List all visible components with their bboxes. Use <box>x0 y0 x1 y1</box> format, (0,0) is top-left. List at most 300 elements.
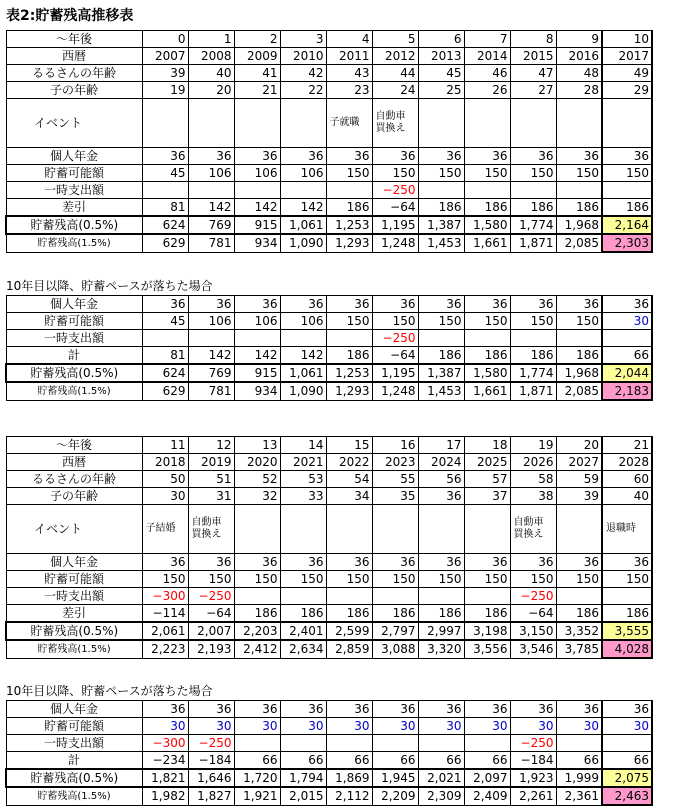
table-cell: 16 <box>372 437 418 454</box>
table-cell: −184 <box>188 752 234 770</box>
table-cell: 36 <box>510 554 556 571</box>
table-cell: 2,015 <box>280 787 326 805</box>
table-cell <box>372 735 418 752</box>
table-cell: 3,556 <box>464 640 510 658</box>
table-cell: 186 <box>418 199 464 217</box>
table-cell: 186 <box>326 347 372 365</box>
table-cell <box>188 99 234 148</box>
row-label: 一時支出額 <box>6 588 142 605</box>
table-cell: 1,982 <box>142 787 188 805</box>
table-cell: 2011 <box>326 48 372 65</box>
table-cell: 36 <box>142 554 188 571</box>
table-cell: 36 <box>326 148 372 165</box>
table-savings-2007-2017 <box>5 30 653 253</box>
table-cell: 36 <box>234 701 280 718</box>
table-cell <box>418 330 464 347</box>
table-cell <box>556 735 602 752</box>
table-cell: 2017 <box>602 48 652 65</box>
table-cell: 150 <box>234 571 280 588</box>
table-cell: 36 <box>280 296 326 313</box>
table-cell: 186 <box>326 605 372 623</box>
table-cell: 36 <box>602 148 652 165</box>
table-cell: −250 <box>510 735 556 752</box>
table-cell: 1,968 <box>556 216 602 234</box>
table-cell: 36 <box>418 554 464 571</box>
table-cell: 2,223 <box>142 640 188 658</box>
row-label: 貯蓄残高(0.5%) <box>6 216 142 234</box>
row-label: 貯蓄残高(1.5%) <box>6 234 142 252</box>
table-row <box>6 454 652 471</box>
table-cell: 自動車買換え <box>188 505 234 554</box>
table-cell: 38 <box>510 488 556 505</box>
table-cell: 36 <box>372 148 418 165</box>
table-cell: 2024 <box>418 454 464 471</box>
table-cell: 36 <box>464 148 510 165</box>
table-cell: 1,090 <box>280 234 326 252</box>
table-row <box>6 148 652 165</box>
table-row <box>6 165 652 182</box>
table-cell <box>326 182 372 199</box>
table-cell: 150 <box>326 571 372 588</box>
table-cell: 45 <box>418 65 464 82</box>
table-cell: 2026 <box>510 454 556 471</box>
table-cell: 66 <box>602 347 652 365</box>
table-row <box>6 382 652 400</box>
table-cell: 2,409 <box>464 787 510 805</box>
table-cell: 2,997 <box>418 622 464 640</box>
table-cell: 2015 <box>510 48 556 65</box>
table-cell: 10 <box>602 31 652 48</box>
table-cell <box>234 505 280 554</box>
row-label: 一時支出額 <box>6 182 142 199</box>
table-row <box>6 199 652 217</box>
table-cell: 20 <box>556 437 602 454</box>
table-cell: 66 <box>602 752 652 770</box>
table-cell: −300 <box>142 588 188 605</box>
table-row <box>6 364 652 382</box>
table-cell: 2,203 <box>234 622 280 640</box>
table-cell: 142 <box>188 199 234 217</box>
row-label: 貯蓄残高(0.5%) <box>6 364 142 382</box>
table-cell: 35 <box>372 488 418 505</box>
table-cell: 2,859 <box>326 640 372 658</box>
table-cell: 29 <box>602 82 652 99</box>
table-cell: 934 <box>234 234 280 252</box>
table-cell: 2,097 <box>464 769 510 787</box>
table-cell: 915 <box>234 364 280 382</box>
table-cell: 186 <box>602 605 652 623</box>
row-label: 子の年齢 <box>6 82 142 99</box>
table-reduced-2007-2017 <box>5 295 653 401</box>
table-cell: 624 <box>142 216 188 234</box>
table-row <box>6 622 652 640</box>
table-row <box>6 701 652 718</box>
table-cell: 52 <box>234 471 280 488</box>
table-row <box>6 718 652 735</box>
table-savings-2018-2028 <box>5 436 653 659</box>
table-cell <box>556 588 602 605</box>
row-label: 西暦 <box>6 454 142 471</box>
table-cell <box>142 99 188 148</box>
table-cell: 3,352 <box>556 622 602 640</box>
table-row <box>6 31 652 48</box>
table-cell: 66 <box>372 752 418 770</box>
table-cell: −184 <box>510 752 556 770</box>
table-cell <box>280 505 326 554</box>
table-cell: 30 <box>510 718 556 735</box>
table-cell: 子結婚 <box>142 505 188 554</box>
table-row <box>6 787 652 805</box>
table-cell <box>418 505 464 554</box>
table-row <box>6 554 652 571</box>
table-cell: 186 <box>464 605 510 623</box>
table-cell <box>464 735 510 752</box>
table-cell: 30 <box>372 718 418 735</box>
table-cell <box>234 330 280 347</box>
table-cell: 36 <box>418 701 464 718</box>
table-cell: −250 <box>188 588 234 605</box>
table-cell <box>418 588 464 605</box>
table-cell: 2,599 <box>326 622 372 640</box>
table-row <box>6 99 652 148</box>
table-cell: 186 <box>556 605 602 623</box>
table-cell: 36 <box>372 554 418 571</box>
table-cell: 186 <box>602 199 652 217</box>
table-cell: 55 <box>372 471 418 488</box>
table-cell: 45 <box>142 313 188 330</box>
table-cell: 142 <box>188 347 234 365</box>
table-cell <box>142 182 188 199</box>
table-cell: 14 <box>280 437 326 454</box>
table-cell: 36 <box>464 701 510 718</box>
table-cell: 36 <box>188 296 234 313</box>
table-cell: 40 <box>602 488 652 505</box>
table-cell: 1,293 <box>326 234 372 252</box>
table-cell: 1,968 <box>556 364 602 382</box>
table-cell: 36 <box>556 554 602 571</box>
table-cell <box>234 99 280 148</box>
table-cell: 30 <box>142 488 188 505</box>
table-cell <box>602 330 652 347</box>
table-cell: 2020 <box>234 454 280 471</box>
table-cell: 106 <box>188 313 234 330</box>
table-cell: −300 <box>142 735 188 752</box>
table-cell: 36 <box>142 148 188 165</box>
row-label: 貯蓄残高(1.5%) <box>6 640 142 658</box>
table-cell: 150 <box>464 165 510 182</box>
table-cell: 4,028 <box>602 640 652 658</box>
table-cell: 3,320 <box>418 640 464 658</box>
table-cell: 30 <box>280 718 326 735</box>
table-cell: 49 <box>602 65 652 82</box>
row-label: 差引 <box>6 605 142 623</box>
table-row <box>6 296 652 313</box>
row-label: 貯蓄可能額 <box>6 718 142 735</box>
table-cell <box>326 330 372 347</box>
table-cell: 2014 <box>464 48 510 65</box>
table-cell <box>556 505 602 554</box>
table-cell: 2,061 <box>142 622 188 640</box>
table-cell: 66 <box>280 752 326 770</box>
row-label: 西暦 <box>6 48 142 65</box>
table-cell: 31 <box>188 488 234 505</box>
table-cell: 25 <box>418 82 464 99</box>
row-label: 貯蓄残高(1.5%) <box>6 382 142 400</box>
table-cell: 106 <box>280 165 326 182</box>
table-cell: 21 <box>602 437 652 454</box>
table-cell: 1,293 <box>326 382 372 400</box>
table-cell: 12 <box>188 437 234 454</box>
table-cell: 2,463 <box>602 787 652 805</box>
table-cell: 36 <box>234 296 280 313</box>
table-cell: 2027 <box>556 454 602 471</box>
table-cell: 9 <box>556 31 602 48</box>
row-label: 個人年金 <box>6 554 142 571</box>
table-cell: 1,387 <box>418 364 464 382</box>
table-cell: 48 <box>556 65 602 82</box>
table-cell: 142 <box>234 347 280 365</box>
table-row <box>6 769 652 787</box>
table-cell: 36 <box>280 701 326 718</box>
row-label: るるさんの年齢 <box>6 65 142 82</box>
table-cell: 36 <box>326 296 372 313</box>
table-row <box>6 216 652 234</box>
table-row <box>6 82 652 99</box>
table-cell: −250 <box>372 330 418 347</box>
table-cell: 1,923 <box>510 769 556 787</box>
table-cell: 1,090 <box>280 382 326 400</box>
table-cell: 41 <box>234 65 280 82</box>
table-cell: 4 <box>326 31 372 48</box>
table-row <box>6 588 652 605</box>
table-cell: 1,061 <box>280 216 326 234</box>
table-row <box>6 471 652 488</box>
row-label: 一時支出額 <box>6 330 142 347</box>
table-cell: 150 <box>142 571 188 588</box>
table-cell: 2,112 <box>326 787 372 805</box>
table-cell: 自動車買換え <box>372 99 418 148</box>
table-cell: 20 <box>188 82 234 99</box>
table-cell: 106 <box>188 165 234 182</box>
table-cell: 2,401 <box>280 622 326 640</box>
table-cell: 769 <box>188 364 234 382</box>
table-cell: 1,720 <box>234 769 280 787</box>
table-cell: 66 <box>234 752 280 770</box>
row-label: 個人年金 <box>6 296 142 313</box>
table-cell: 36 <box>510 148 556 165</box>
table-cell: 30 <box>234 718 280 735</box>
table-cell: 2008 <box>188 48 234 65</box>
table-row <box>6 735 652 752</box>
table-cell: 2,021 <box>418 769 464 787</box>
table-cell: 30 <box>326 718 372 735</box>
table-cell: 186 <box>418 605 464 623</box>
table-cell: 2,303 <box>602 234 652 252</box>
table-cell: 2,164 <box>602 216 652 234</box>
row-label: 計 <box>6 752 142 770</box>
table-cell: 150 <box>464 571 510 588</box>
row-label: 子の年齢 <box>6 488 142 505</box>
row-label: 〜年後 <box>6 437 142 454</box>
table-cell: 33 <box>280 488 326 505</box>
row-label: 貯蓄可能額 <box>6 313 142 330</box>
table-cell <box>326 588 372 605</box>
table-cell: −114 <box>142 605 188 623</box>
table-cell: 81 <box>142 199 188 217</box>
table-cell: 150 <box>372 571 418 588</box>
table-cell: 1,195 <box>372 364 418 382</box>
table-cell: 11 <box>142 437 188 454</box>
table-cell: 43 <box>326 65 372 82</box>
table-cell <box>464 588 510 605</box>
table-cell: 66 <box>556 752 602 770</box>
table-cell: 624 <box>142 364 188 382</box>
table-cell: 1,061 <box>280 364 326 382</box>
table-cell <box>280 588 326 605</box>
table-cell <box>556 99 602 148</box>
table-row <box>6 505 652 554</box>
table-cell: 36 <box>188 554 234 571</box>
table-cell: 2019 <box>188 454 234 471</box>
table-cell: 1,871 <box>510 382 556 400</box>
table-cell: 22 <box>280 82 326 99</box>
table-cell <box>602 182 652 199</box>
table-cell: −250 <box>372 182 418 199</box>
table-cell: 30 <box>556 718 602 735</box>
table-cell: 37 <box>464 488 510 505</box>
table-cell: 子就職 <box>326 99 372 148</box>
table-cell: 40 <box>188 65 234 82</box>
table-cell: 1,661 <box>464 234 510 252</box>
table-cell <box>280 735 326 752</box>
table-cell: 36 <box>418 488 464 505</box>
table-cell: 1,821 <box>142 769 188 787</box>
table-cell: 3,088 <box>372 640 418 658</box>
row-label: 貯蓄残高(0.5%) <box>6 622 142 640</box>
table-row <box>6 48 652 65</box>
table-row <box>6 313 652 330</box>
table-cell <box>280 99 326 148</box>
table-cell: 36 <box>326 701 372 718</box>
table-row <box>6 437 652 454</box>
table-cell <box>326 735 372 752</box>
table-row <box>6 488 652 505</box>
table-cell <box>602 588 652 605</box>
table-cell: 36 <box>602 701 652 718</box>
table-cell: 2,075 <box>602 769 652 787</box>
table-cell: 34 <box>326 488 372 505</box>
table-cell: 2012 <box>372 48 418 65</box>
table-cell: 150 <box>372 313 418 330</box>
table-cell: 32 <box>234 488 280 505</box>
table-cell <box>464 182 510 199</box>
table-cell: 30 <box>188 718 234 735</box>
table-cell: 186 <box>464 199 510 217</box>
table-cell: 45 <box>142 165 188 182</box>
table-cell: 36 <box>372 701 418 718</box>
table-cell: 44 <box>372 65 418 82</box>
table-cell: 退職時 <box>602 505 652 554</box>
table-row <box>6 347 652 365</box>
table-cell: 150 <box>602 165 652 182</box>
table-cell: 1,999 <box>556 769 602 787</box>
table-cell: 781 <box>188 234 234 252</box>
table-cell: 66 <box>418 752 464 770</box>
table-cell: 186 <box>510 199 556 217</box>
row-label: イベント <box>6 99 142 148</box>
table-cell: 3,555 <box>602 622 652 640</box>
table-cell: 2010 <box>280 48 326 65</box>
table-cell: 2023 <box>372 454 418 471</box>
table-cell <box>464 99 510 148</box>
table-cell: 2,634 <box>280 640 326 658</box>
table-cell: 1,869 <box>326 769 372 787</box>
table-cell: 2,085 <box>556 382 602 400</box>
table-cell: 186 <box>280 605 326 623</box>
table-cell: 1,453 <box>418 234 464 252</box>
table-cell: 2,261 <box>510 787 556 805</box>
table-cell: −64 <box>510 605 556 623</box>
page-title: 表2:貯蓄残高推移表 <box>6 8 134 24</box>
table-cell: 1,248 <box>372 382 418 400</box>
table-cell: 21 <box>234 82 280 99</box>
table-cell: 2,412 <box>234 640 280 658</box>
table-cell: 23 <box>326 82 372 99</box>
table-cell <box>188 182 234 199</box>
table-cell: 2,209 <box>372 787 418 805</box>
table-cell: 150 <box>326 313 372 330</box>
table-cell: 1,580 <box>464 216 510 234</box>
table-cell: 150 <box>188 571 234 588</box>
table-cell: 106 <box>234 165 280 182</box>
table-cell <box>510 99 556 148</box>
table-cell: 2021 <box>280 454 326 471</box>
table-cell: 150 <box>510 571 556 588</box>
table-cell <box>372 505 418 554</box>
table-cell: 59 <box>556 471 602 488</box>
table-cell <box>602 735 652 752</box>
table-cell: 150 <box>510 313 556 330</box>
table-cell: 2 <box>234 31 280 48</box>
row-label: 貯蓄可能額 <box>6 571 142 588</box>
row-label: 貯蓄可能額 <box>6 165 142 182</box>
table-row <box>6 182 652 199</box>
table-cell: 42 <box>280 65 326 82</box>
table-cell <box>142 330 188 347</box>
table-cell: 50 <box>142 471 188 488</box>
table-cell: 1,646 <box>188 769 234 787</box>
table-cell: 186 <box>326 199 372 217</box>
row-label: 個人年金 <box>6 701 142 718</box>
row-label: 貯蓄残高(0.5%) <box>6 769 142 787</box>
table-cell: −64 <box>372 347 418 365</box>
table-cell: 36 <box>556 701 602 718</box>
table-cell: 106 <box>280 313 326 330</box>
table-cell: 1,774 <box>510 216 556 234</box>
table-cell: 46 <box>464 65 510 82</box>
table-cell: 150 <box>510 165 556 182</box>
table-cell: 150 <box>372 165 418 182</box>
table-cell: 629 <box>142 382 188 400</box>
table-cell: 47 <box>510 65 556 82</box>
table-cell <box>372 588 418 605</box>
row-label: 〜年後 <box>6 31 142 48</box>
table-reduced-2018-2028 <box>5 700 653 806</box>
table-cell: 58 <box>510 471 556 488</box>
table-cell: 36 <box>602 296 652 313</box>
row-label: 個人年金 <box>6 148 142 165</box>
table-row <box>6 640 652 658</box>
